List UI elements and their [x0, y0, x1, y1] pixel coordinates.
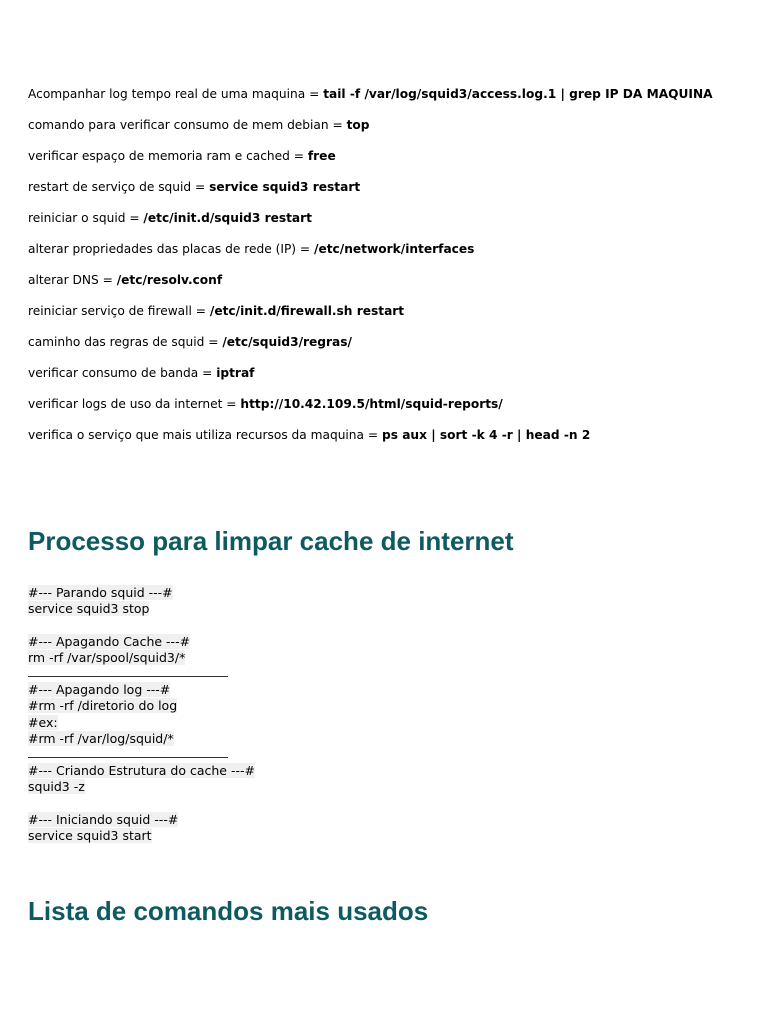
code-line	[28, 585, 428, 601]
section-heading-commands: Lista de comandos mais usados	[28, 896, 429, 926]
code-text: #--- Parando squid ---#	[28, 585, 173, 600]
code-text: #rm -rf /var/log/squid/*	[28, 730, 174, 746]
command-value: /etc/init.d/squid3 restart	[143, 211, 312, 225]
code-block	[28, 585, 428, 844]
list-item	[28, 179, 748, 210]
command-value: /etc/network/interfaces	[314, 242, 475, 256]
command-value: http://10.42.109.5/html/squid-reports/	[240, 397, 503, 411]
command-value: top	[346, 118, 370, 132]
code-text: service squid3 stop	[28, 601, 150, 617]
command-value: free	[307, 149, 336, 163]
blank-line	[28, 617, 428, 633]
section-heading-cache: Processo para limpar cache de internet	[28, 526, 514, 556]
code-text: service squid3 start	[28, 827, 152, 843]
command-label: verificar consumo de banda =	[28, 366, 217, 380]
separator-line	[28, 666, 428, 682]
command-value: ps aux | sort -k 4 -r | head -n 2	[381, 428, 591, 442]
code-line	[28, 650, 428, 666]
code-line	[28, 682, 428, 698]
code-line	[28, 763, 428, 779]
command-label: restart de serviço de squid =	[28, 180, 210, 194]
command-label: Acompanhar log tempo real de uma maquina =	[28, 87, 324, 101]
code-text: #--- Apagando log ---#	[28, 682, 171, 698]
code-line	[28, 698, 428, 714]
code-text: #rm -rf /diretorio do log	[28, 698, 178, 714]
separator-rule	[28, 666, 228, 677]
code-line	[28, 601, 428, 617]
command-label: verifica o serviço que mais utiliza recursos da maquina =	[28, 428, 382, 442]
code-line	[28, 715, 428, 731]
command-label: verificar espaço de memoria ram e cached =	[28, 149, 308, 163]
command-label: verificar logs de uso da internet =	[28, 397, 241, 411]
separator-rule	[28, 747, 228, 758]
list-item	[28, 86, 748, 117]
command-label: alterar DNS =	[28, 273, 117, 287]
code-line	[28, 731, 428, 747]
code-line	[28, 828, 428, 844]
command-list	[28, 86, 748, 458]
command-label: caminho das regras de squid =	[28, 335, 223, 349]
command-value: /etc/resolv.conf	[116, 273, 223, 287]
separator-line	[28, 747, 428, 763]
command-value: tail -f /var/log/squid3/access.log.1 | grep IP DA MAQUINA	[323, 87, 713, 101]
list-item	[28, 117, 748, 148]
code-text: #--- Apagando Cache ---#	[28, 633, 191, 649]
code-text: #--- Criando Estrutura do cache ---#	[28, 763, 255, 779]
code-text: squid3 -z	[28, 779, 85, 795]
list-item	[28, 148, 748, 179]
command-label: comando para verificar consumo de mem debian =	[28, 118, 347, 132]
command-label: reiniciar o squid =	[28, 211, 144, 225]
command-label: reiniciar serviço de firewall =	[28, 304, 210, 318]
list-item	[28, 272, 748, 303]
code-text: rm -rf /var/spool/squid3/*	[28, 649, 186, 665]
code-text: #--- Iniciando squid ---#	[28, 811, 179, 827]
code-line	[28, 779, 428, 795]
code-text: #ex:	[28, 714, 58, 730]
list-item	[28, 210, 748, 241]
list-item	[28, 365, 748, 396]
list-item	[28, 334, 748, 365]
code-line	[28, 812, 428, 828]
list-item	[28, 396, 748, 427]
command-value: iptraf	[216, 366, 255, 380]
list-item	[28, 427, 748, 458]
command-label: alterar propriedades das placas de rede (IP) =	[28, 242, 315, 256]
list-item	[28, 303, 748, 334]
command-value: /etc/init.d/firewall.sh restart	[209, 304, 405, 318]
blank-line	[28, 795, 428, 811]
code-line	[28, 634, 428, 650]
list-item	[28, 241, 748, 272]
command-value: /etc/squid3/regras/	[222, 335, 352, 349]
command-value: service squid3 restart	[209, 180, 361, 194]
